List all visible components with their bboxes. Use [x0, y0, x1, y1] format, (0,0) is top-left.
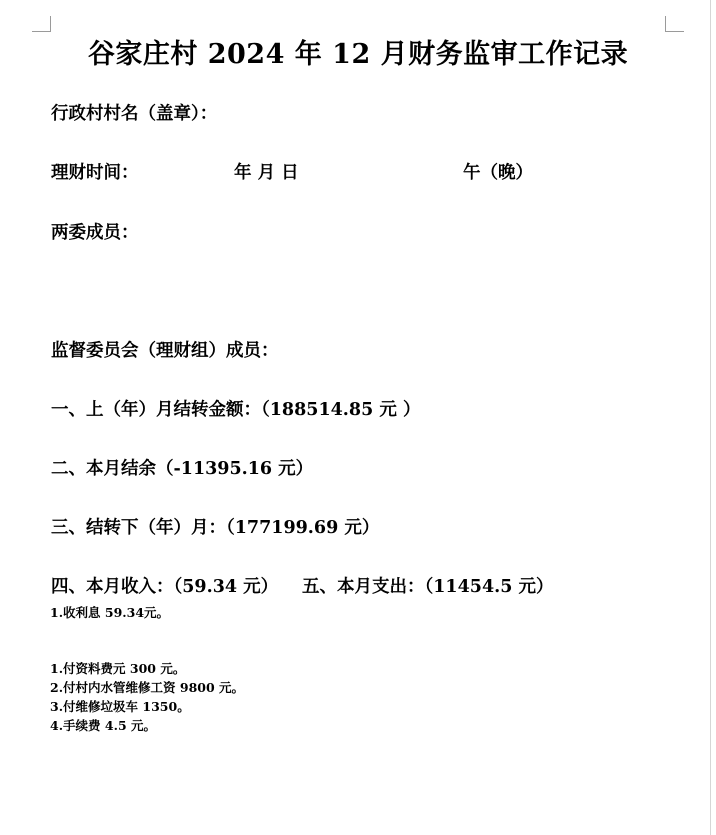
carry-forward-line: 三、结转下（年）月：（177199.69 元） — [51, 518, 380, 538]
village-name-label: 行政村村名（盖章）： — [51, 104, 218, 124]
expense-detail-item: 2.付村内水管维修工资 9800 元。 — [50, 680, 245, 695]
monthly-income-line: 四、本月收入：（59.34 元） — [51, 577, 279, 597]
date-units: 年 月 日 — [234, 163, 299, 183]
committee-members-label: 两委成员： — [51, 223, 139, 243]
monthly-expense-line: 五、本月支出：（11454.5 元） — [302, 577, 554, 597]
page-corner-mark-top-right — [665, 16, 684, 32]
monthly-balance-line: 二、本月结余（-11395.16 元） — [51, 459, 314, 479]
page-corner-mark-top-left — [32, 16, 51, 32]
document-title: 谷家庄村 2024 年 12 月财务监审工作记录 — [87, 39, 629, 70]
carryover-amount-line: 一、上（年）月结转金额：（188514.85 元 ） — [51, 400, 421, 420]
income-detail-item: 1.收利息 59.34元。 — [50, 605, 170, 620]
time-period: 午（晚） — [463, 163, 533, 183]
expense-detail-item: 1.付资料费元 300 元。 — [50, 661, 186, 676]
expense-detail-item: 4.手续费 4.5 元。 — [50, 718, 156, 733]
page-right-edge — [710, 0, 711, 835]
finance-time-label: 理财时间： — [51, 163, 139, 183]
supervision-members-label: 监督委员会（理财组）成员： — [51, 341, 279, 361]
expense-detail-item: 3.付维修垃圾车 1350。 — [50, 699, 190, 714]
